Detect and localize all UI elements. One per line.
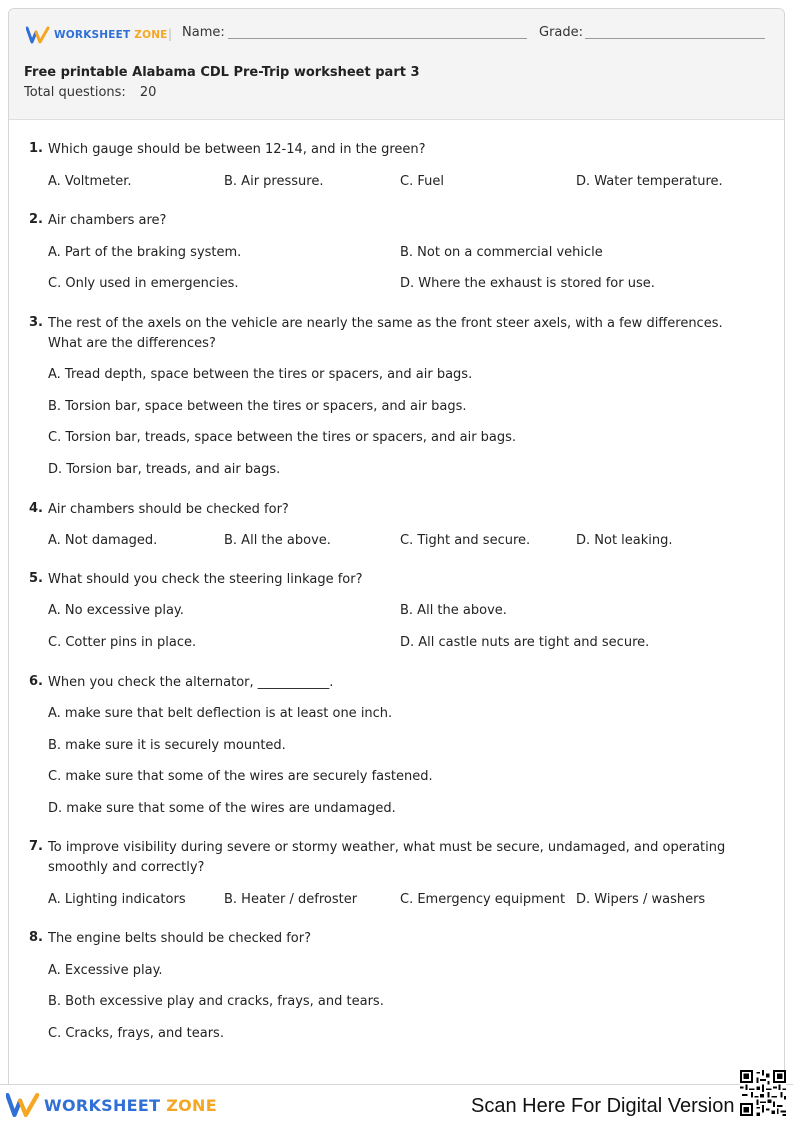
footer-brand-wordmark: WORKSHEET ZONE <box>44 1095 217 1115</box>
worksheet-sheet <box>8 8 785 1084</box>
qr-code-icon[interactable] <box>740 1070 786 1116</box>
option-a[interactable]: A. Not damaged. <box>48 533 158 548</box>
worksheetzone-w-logo-icon <box>6 1092 40 1118</box>
option-d[interactable]: D. Water temperature. <box>576 174 723 189</box>
question-number: 7. <box>29 839 43 854</box>
option-c[interactable]: C. Torsion bar, treads, space between the tires or spacers, and air bags. <box>48 430 517 445</box>
question-number: 3. <box>29 315 43 330</box>
question-number: 2. <box>29 212 43 227</box>
option-a[interactable]: A. Tread depth, space between the tires or spacers, and air bags. <box>48 367 473 382</box>
worksheetzone-w-logo-icon <box>26 26 50 44</box>
question-text: The engine belts should be checked for? <box>48 931 311 946</box>
worksheet-title: Free printable Alabama CDL Pre-Trip worksheet part 3 <box>24 65 420 80</box>
page-footer <box>0 1084 793 1122</box>
question-text: Which gauge should be between 12-14, and in the green? <box>48 142 426 157</box>
question-text: When you check the alternator, ___________. <box>48 675 334 690</box>
option-a[interactable]: A. Lighting indicators <box>48 892 186 907</box>
question-text: To improve visibility during severe or stormy weather, what must be secure, undamaged, and operating smoothly and correctly? <box>48 840 726 875</box>
option-b[interactable]: B. make sure it is securely mounted. <box>48 738 286 753</box>
option-b[interactable]: B. All the above. <box>224 533 331 548</box>
header-divider: | <box>168 27 173 41</box>
question-text: What should you check the steering linkage for? <box>48 572 363 587</box>
option-a[interactable]: A. make sure that belt deflection is at least one inch. <box>48 706 393 721</box>
worksheet-header <box>9 9 784 120</box>
name-field[interactable] <box>228 38 527 39</box>
option-c[interactable]: C. Only used in emergencies. <box>48 276 239 291</box>
brand-wordmark: WORKSHEET ZONE <box>54 29 168 41</box>
total-questions <box>24 85 156 100</box>
grade-field[interactable] <box>585 38 765 39</box>
option-d[interactable]: D. All castle nuts are tight and secure. <box>400 635 650 650</box>
name-label: Name: <box>182 25 225 40</box>
option-a[interactable]: A. Excessive play. <box>48 963 163 978</box>
question-number: 8. <box>29 930 43 945</box>
grade-label: Grade: <box>539 25 584 40</box>
option-c[interactable]: C. Cracks, frays, and tears. <box>48 1026 224 1041</box>
option-d[interactable]: D. Where the exhaust is stored for use. <box>400 276 655 291</box>
option-b[interactable]: B. Air pressure. <box>224 174 324 189</box>
option-b[interactable]: B. Both excessive play and cracks, frays, and tears. <box>48 994 384 1009</box>
option-d[interactable]: D. Wipers / washers <box>576 892 706 907</box>
option-a[interactable]: A. Voltmeter. <box>48 174 132 189</box>
option-b[interactable]: B. Torsion bar, space between the tires or spacers, and air bags. <box>48 399 467 414</box>
brand-logo <box>26 26 168 44</box>
option-c[interactable]: C. Cotter pins in place. <box>48 635 197 650</box>
question-number: 4. <box>29 501 43 516</box>
option-b[interactable]: B. All the above. <box>400 603 507 618</box>
option-d[interactable]: D. make sure that some of the wires are undamaged. <box>48 801 396 816</box>
question-text: Air chambers should be checked for? <box>48 502 289 517</box>
footer-brand-logo <box>6 1092 217 1118</box>
option-b[interactable]: B. Heater / defroster <box>224 892 358 907</box>
option-c[interactable]: C. Emergency equipment <box>400 892 566 907</box>
total-questions-label: Total questions: <box>24 85 126 100</box>
option-c[interactable]: C. make sure that some of the wires are securely fastened. <box>48 769 433 784</box>
total-questions-value: 20 <box>139 85 157 100</box>
option-a[interactable]: A. Part of the braking system. <box>48 245 242 260</box>
option-a[interactable]: A. No excessive play. <box>48 603 184 618</box>
question-text: The rest of the axels on the vehicle are nearly the same as the front steer axels, with a few differences. What are the differences? <box>48 316 723 351</box>
option-c[interactable]: C. Tight and secure. <box>400 533 531 548</box>
option-d[interactable]: D. Not leaking. <box>576 533 673 548</box>
question-number: 5. <box>29 571 43 586</box>
scan-instruction: Scan Here For Digital Version <box>471 1095 735 1117</box>
question-number: 1. <box>29 141 43 156</box>
question-number: 6. <box>29 674 43 689</box>
option-c[interactable]: C. Fuel <box>400 174 444 189</box>
question-text: Air chambers are? <box>48 213 167 228</box>
option-b[interactable]: B. Not on a commercial vehicle <box>400 245 603 260</box>
option-d[interactable]: D. Torsion bar, treads, and air bags. <box>48 462 281 477</box>
